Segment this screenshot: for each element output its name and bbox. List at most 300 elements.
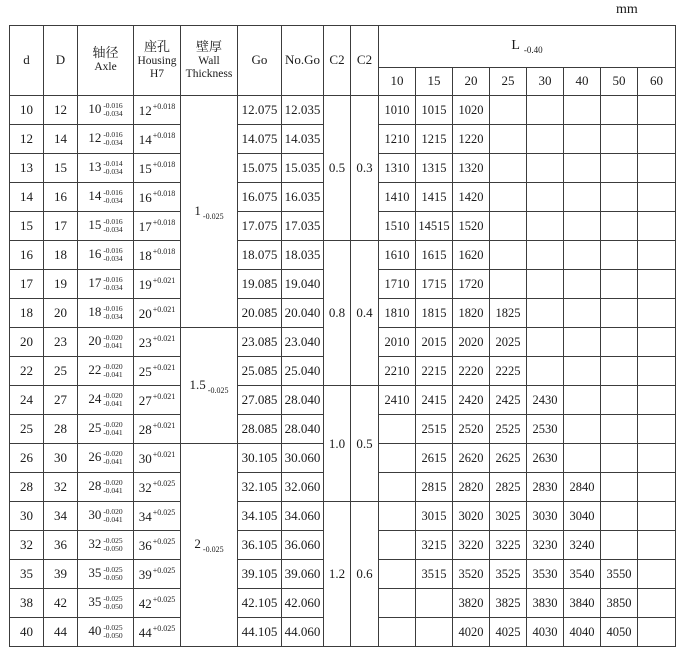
length-cell: 3225 (490, 531, 527, 560)
cell-D: 30 (44, 444, 78, 473)
length-cell: 3015 (416, 502, 453, 531)
length-cell: 2425 (490, 386, 527, 415)
length-cell: 2830 (527, 473, 564, 502)
length-header-40: 40 (564, 68, 601, 96)
length-cell (601, 154, 638, 183)
cell-D: 12 (44, 96, 78, 125)
length-cell: 2210 (379, 357, 416, 386)
length-cell: 2615 (416, 444, 453, 473)
length-cell: 4025 (490, 618, 527, 647)
cell-go: 32.105 (238, 473, 282, 502)
cell-D: 17 (44, 212, 78, 241)
length-cell (638, 589, 676, 618)
length-cell: 3040 (564, 502, 601, 531)
cell-d: 32 (10, 531, 44, 560)
cell-go: 34.105 (238, 502, 282, 531)
cell-d: 10 (10, 96, 44, 125)
cell-d: 15 (10, 212, 44, 241)
cell-nogo: 44.060 (282, 618, 324, 647)
cell-go: 36.105 (238, 531, 282, 560)
length-cell (490, 183, 527, 212)
length-cell: 2515 (416, 415, 453, 444)
length-cell: 2220 (453, 357, 490, 386)
length-cell: 2530 (527, 415, 564, 444)
cell-go: 12.075 (238, 96, 282, 125)
cell-nogo: 18.035 (282, 241, 324, 270)
cell-go: 44.105 (238, 618, 282, 647)
length-cell (601, 96, 638, 125)
wall-thickness-cell: 1 $_{-0.025}$ (181, 96, 238, 328)
axle-tolerance-cell: 26 -0.020 -0.041 (78, 444, 134, 473)
length-cell: 14515 (416, 212, 453, 241)
length-cell: 1510 (379, 212, 416, 241)
length-cell (601, 531, 638, 560)
length-cell (638, 386, 676, 415)
length-header-60: 60 (638, 68, 676, 96)
length-cell: 2630 (527, 444, 564, 473)
axle-tolerance-cell: 28 -0.020 -0.041 (78, 473, 134, 502)
wall-header-zh: 壁厚 (195, 38, 222, 54)
length-cell (527, 270, 564, 299)
length-cell (638, 125, 676, 154)
housing-tolerance-cell: $39^{+0.025}$ (134, 560, 181, 589)
length-cell: 1815 (416, 299, 453, 328)
cell-d: 25 (10, 415, 44, 444)
table-body (10, 96, 676, 647)
col-header-c2b: C2 (351, 26, 379, 96)
cell-go: 28.085 (238, 415, 282, 444)
length-cell: 1810 (379, 299, 416, 328)
cell-D: 34 (44, 502, 78, 531)
length-cell: 3820 (453, 589, 490, 618)
c2-chamfer-cell: 0.5 (324, 96, 351, 241)
length-cell: 1820 (453, 299, 490, 328)
length-cell (601, 502, 638, 531)
length-cell (638, 560, 676, 589)
length-cell: 3525 (490, 560, 527, 589)
length-cell (490, 241, 527, 270)
length-cell: 2010 (379, 328, 416, 357)
cell-D: 36 (44, 531, 78, 560)
length-cell: 1215 (416, 125, 453, 154)
length-cell (601, 357, 638, 386)
table-row (10, 386, 676, 415)
c2-chamfer-cell: 1.0 (324, 386, 351, 502)
cell-nogo: 23.040 (282, 328, 324, 357)
col-header-axle (78, 26, 134, 96)
length-cell: 1715 (416, 270, 453, 299)
cell-nogo: 42.060 (282, 589, 324, 618)
length-cell: 4050 (601, 618, 638, 647)
axle-tolerance-cell: 40 -0.025 -0.050 (78, 618, 134, 647)
length-cell: 4040 (564, 618, 601, 647)
col-header-wall (181, 26, 238, 96)
length-cell: 1415 (416, 183, 453, 212)
length-cell (564, 96, 601, 125)
cell-d: 17 (10, 270, 44, 299)
cell-nogo: 32.060 (282, 473, 324, 502)
length-cell (601, 473, 638, 502)
cell-d: 38 (10, 589, 44, 618)
cell-nogo: 34.060 (282, 502, 324, 531)
housing-tolerance-cell: $16^{+0.018}$ (134, 183, 181, 212)
cell-d: 26 (10, 444, 44, 473)
length-cell (601, 299, 638, 328)
axle-tolerance-cell: 10 -0.016 -0.034 (78, 96, 134, 125)
axle-tolerance-cell: 30 -0.020 -0.041 (78, 502, 134, 531)
axle-tolerance-cell: 16 -0.016 -0.034 (78, 241, 134, 270)
length-cell (564, 154, 601, 183)
length-cell (379, 415, 416, 444)
axle-tolerance-cell: 15 -0.016 -0.034 (78, 212, 134, 241)
length-cell: 3220 (453, 531, 490, 560)
axle-tolerance-cell: 22 -0.020 -0.041 (78, 357, 134, 386)
length-cell (638, 357, 676, 386)
length-cell: 2430 (527, 386, 564, 415)
table-row (10, 241, 676, 270)
L-label: L (511, 37, 520, 53)
length-cell: 3520 (453, 560, 490, 589)
spec-table (9, 25, 676, 647)
length-cell: 1320 (453, 154, 490, 183)
length-cell (379, 589, 416, 618)
length-cell (527, 357, 564, 386)
length-cell (601, 125, 638, 154)
length-cell (638, 328, 676, 357)
length-cell: 1410 (379, 183, 416, 212)
housing-header-grade: H7 (149, 67, 165, 80)
length-cell: 1610 (379, 241, 416, 270)
col-header-c2a: C2 (324, 26, 351, 96)
length-cell: 1615 (416, 241, 453, 270)
length-cell (564, 415, 601, 444)
length-cell (490, 154, 527, 183)
length-cell (416, 618, 453, 647)
wall-thickness-cell: 2 $_{-0.025}$ (181, 444, 238, 647)
length-header-10: 10 (379, 68, 416, 96)
length-cell (416, 589, 453, 618)
cell-d: 16 (10, 241, 44, 270)
cell-nogo: 15.035 (282, 154, 324, 183)
cell-nogo: 16.035 (282, 183, 324, 212)
housing-tolerance-cell: $36^{+0.025}$ (134, 531, 181, 560)
length-cell: 2225 (490, 357, 527, 386)
length-cell (527, 299, 564, 328)
length-cell (564, 183, 601, 212)
cell-go: 15.075 (238, 154, 282, 183)
length-cell: 3540 (564, 560, 601, 589)
length-cell (379, 502, 416, 531)
cell-d: 14 (10, 183, 44, 212)
c2-chamfer-cell: 0.8 (324, 241, 351, 386)
length-cell: 3850 (601, 589, 638, 618)
cell-nogo: 30.060 (282, 444, 324, 473)
cell-go: 30.105 (238, 444, 282, 473)
length-cell (601, 212, 638, 241)
c2-chamfer-cell: 0.5 (351, 386, 379, 502)
cell-D: 42 (44, 589, 78, 618)
length-cell (638, 415, 676, 444)
length-cell (379, 560, 416, 589)
length-cell (379, 618, 416, 647)
length-cell (564, 125, 601, 154)
length-cell (638, 183, 676, 212)
length-cell: 1520 (453, 212, 490, 241)
housing-header-en: Housing (137, 54, 177, 67)
cell-nogo: 39.060 (282, 560, 324, 589)
cell-go: 20.085 (238, 299, 282, 328)
wall-header-en1: Wall (198, 54, 220, 67)
length-cell: 4020 (453, 618, 490, 647)
cell-nogo: 36.060 (282, 531, 324, 560)
length-cell: 3240 (564, 531, 601, 560)
length-cell (527, 154, 564, 183)
length-cell (601, 386, 638, 415)
axle-tolerance-cell: 13 -0.014 -0.034 (78, 154, 134, 183)
housing-tolerance-cell: $42^{+0.025}$ (134, 589, 181, 618)
length-cell: 1825 (490, 299, 527, 328)
housing-tolerance-cell: $30^{+0.021}$ (134, 444, 181, 473)
length-cell: 2025 (490, 328, 527, 357)
length-header-50: 50 (601, 68, 638, 96)
wall-header-en2: Thickness (185, 67, 233, 80)
length-cell (638, 444, 676, 473)
housing-header-zh: 座孔 (143, 38, 170, 54)
length-cell: 2215 (416, 357, 453, 386)
housing-tolerance-cell: $15^{+0.018}$ (134, 154, 181, 183)
length-cell: 1310 (379, 154, 416, 183)
length-cell: 3840 (564, 589, 601, 618)
length-cell: 2815 (416, 473, 453, 502)
cell-D: 18 (44, 241, 78, 270)
cell-D: 44 (44, 618, 78, 647)
length-cell: 2525 (490, 415, 527, 444)
length-cell: 1210 (379, 125, 416, 154)
length-cell (490, 96, 527, 125)
housing-tolerance-cell: $17^{+0.018}$ (134, 212, 181, 241)
length-cell: 2520 (453, 415, 490, 444)
length-cell (564, 386, 601, 415)
length-cell: 3830 (527, 589, 564, 618)
length-cell (527, 241, 564, 270)
housing-tolerance-cell: $20^{+0.021}$ (134, 299, 181, 328)
cell-d: 18 (10, 299, 44, 328)
length-cell: 1720 (453, 270, 490, 299)
cell-D: 20 (44, 299, 78, 328)
col-header-L (379, 26, 676, 68)
cell-d: 28 (10, 473, 44, 502)
cell-go: 17.075 (238, 212, 282, 241)
axle-tolerance-cell: 17 -0.016 -0.034 (78, 270, 134, 299)
col-header-go: Go (238, 26, 282, 96)
cell-nogo: 20.040 (282, 299, 324, 328)
length-cell (527, 125, 564, 154)
cell-nogo: 28.040 (282, 415, 324, 444)
axle-tolerance-cell: 25 -0.020 -0.041 (78, 415, 134, 444)
length-cell: 1620 (453, 241, 490, 270)
length-cell: 3550 (601, 560, 638, 589)
cell-go: 16.075 (238, 183, 282, 212)
housing-tolerance-cell: $23^{+0.021}$ (134, 328, 181, 357)
cell-go: 25.085 (238, 357, 282, 386)
housing-tolerance-cell: $18^{+0.018}$ (134, 241, 181, 270)
axle-tolerance-cell: 24 -0.020 -0.041 (78, 386, 134, 415)
length-cell (564, 328, 601, 357)
c2-chamfer-cell: 0.6 (351, 502, 379, 647)
housing-tolerance-cell: $28^{+0.021}$ (134, 415, 181, 444)
c2-chamfer-cell: 1.2 (324, 502, 351, 647)
length-cell: 2625 (490, 444, 527, 473)
housing-tolerance-cell: $14^{+0.018}$ (134, 125, 181, 154)
cell-d: 35 (10, 560, 44, 589)
housing-tolerance-cell: $12^{+0.018}$ (134, 96, 181, 125)
length-cell: 1015 (416, 96, 453, 125)
cell-D: 39 (44, 560, 78, 589)
cell-nogo: 19.040 (282, 270, 324, 299)
cell-nogo: 12.035 (282, 96, 324, 125)
length-cell (638, 154, 676, 183)
length-cell (379, 473, 416, 502)
length-cell (638, 96, 676, 125)
axle-tolerance-cell: 12 -0.016 -0.034 (78, 125, 134, 154)
length-cell (564, 299, 601, 328)
length-cell (601, 328, 638, 357)
length-cell (490, 212, 527, 241)
cell-D: 16 (44, 183, 78, 212)
length-cell (638, 212, 676, 241)
housing-tolerance-cell: $44^{+0.025}$ (134, 618, 181, 647)
length-cell (490, 270, 527, 299)
cell-go: 23.085 (238, 328, 282, 357)
cell-d: 40 (10, 618, 44, 647)
length-cell: 1220 (453, 125, 490, 154)
cell-D: 19 (44, 270, 78, 299)
length-cell: 3825 (490, 589, 527, 618)
cell-go: 42.105 (238, 589, 282, 618)
length-cell (601, 415, 638, 444)
cell-go: 27.085 (238, 386, 282, 415)
cell-D: 14 (44, 125, 78, 154)
length-cell (527, 96, 564, 125)
length-cell: 3530 (527, 560, 564, 589)
length-cell (601, 270, 638, 299)
col-header-housing (134, 26, 181, 96)
length-cell (638, 241, 676, 270)
length-cell (379, 444, 416, 473)
length-cell (638, 531, 676, 560)
length-cell: 3030 (527, 502, 564, 531)
length-cell: 3025 (490, 502, 527, 531)
length-cell (638, 270, 676, 299)
length-cell: 1420 (453, 183, 490, 212)
unit-label: mm (616, 2, 638, 17)
cell-D: 25 (44, 357, 78, 386)
axle-tolerance-cell: 18 -0.016 -0.034 (78, 299, 134, 328)
cell-d: 22 (10, 357, 44, 386)
length-cell: 3515 (416, 560, 453, 589)
col-header-nogo: No.Go (282, 26, 324, 96)
axle-tolerance-cell: 32 -0.025 -0.050 (78, 531, 134, 560)
housing-tolerance-cell: $19^{+0.021}$ (134, 270, 181, 299)
cell-go: 39.105 (238, 560, 282, 589)
length-cell (564, 212, 601, 241)
length-cell: 1020 (453, 96, 490, 125)
length-cell: 2620 (453, 444, 490, 473)
length-cell (601, 241, 638, 270)
cell-D: 15 (44, 154, 78, 183)
length-cell (638, 502, 676, 531)
cell-go: 14.075 (238, 125, 282, 154)
housing-tolerance-cell: $34^{+0.025}$ (134, 502, 181, 531)
length-cell (527, 212, 564, 241)
cell-go: 19.085 (238, 270, 282, 299)
length-cell: 3215 (416, 531, 453, 560)
length-cell (601, 183, 638, 212)
housing-tolerance-cell: $32^{+0.025}$ (134, 473, 181, 502)
length-cell: 2820 (453, 473, 490, 502)
cell-nogo: 25.040 (282, 357, 324, 386)
length-cell: 1010 (379, 96, 416, 125)
axle-tolerance-cell: 35 -0.025 -0.050 (78, 560, 134, 589)
length-cell (527, 328, 564, 357)
length-cell: 2825 (490, 473, 527, 502)
length-header-20: 20 (453, 68, 490, 96)
length-cell (564, 357, 601, 386)
axle-tolerance-cell: 35 -0.025 -0.050 (78, 589, 134, 618)
cell-d: 13 (10, 154, 44, 183)
axle-tolerance-cell: 14 -0.016 -0.034 (78, 183, 134, 212)
cell-d: 12 (10, 125, 44, 154)
col-header-d: d (10, 26, 44, 96)
length-cell: 1710 (379, 270, 416, 299)
length-header-25: 25 (490, 68, 527, 96)
L-tolerance: -0.40 (523, 44, 543, 55)
length-cell: 3020 (453, 502, 490, 531)
length-header-15: 15 (416, 68, 453, 96)
axle-tolerance-cell: 20 -0.020 -0.041 (78, 328, 134, 357)
axle-header-en: Axle (94, 61, 117, 74)
length-cell (601, 444, 638, 473)
length-cell (564, 444, 601, 473)
col-header-D: D (44, 26, 78, 96)
length-cell: 2415 (416, 386, 453, 415)
cell-D: 23 (44, 328, 78, 357)
length-cell (379, 531, 416, 560)
table-row (10, 502, 676, 531)
length-cell (527, 183, 564, 212)
c2-chamfer-cell: 0.4 (351, 241, 379, 386)
cell-d: 24 (10, 386, 44, 415)
wall-thickness-cell: 1.5 $_{-0.025}$ (181, 328, 238, 444)
length-cell: 2840 (564, 473, 601, 502)
length-cell (490, 125, 527, 154)
cell-D: 27 (44, 386, 78, 415)
axle-header-zh: 轴径 (92, 45, 119, 61)
length-cell (564, 241, 601, 270)
c2-chamfer-cell: 0.3 (351, 96, 379, 241)
cell-nogo: 28.040 (282, 386, 324, 415)
cell-go: 18.075 (238, 241, 282, 270)
cell-D: 28 (44, 415, 78, 444)
length-cell: 4030 (527, 618, 564, 647)
cell-d: 20 (10, 328, 44, 357)
cell-D: 32 (44, 473, 78, 502)
table-row (10, 96, 676, 125)
housing-tolerance-cell: $27^{+0.021}$ (134, 386, 181, 415)
length-cell (638, 618, 676, 647)
length-cell: 2020 (453, 328, 490, 357)
length-cell: 1315 (416, 154, 453, 183)
